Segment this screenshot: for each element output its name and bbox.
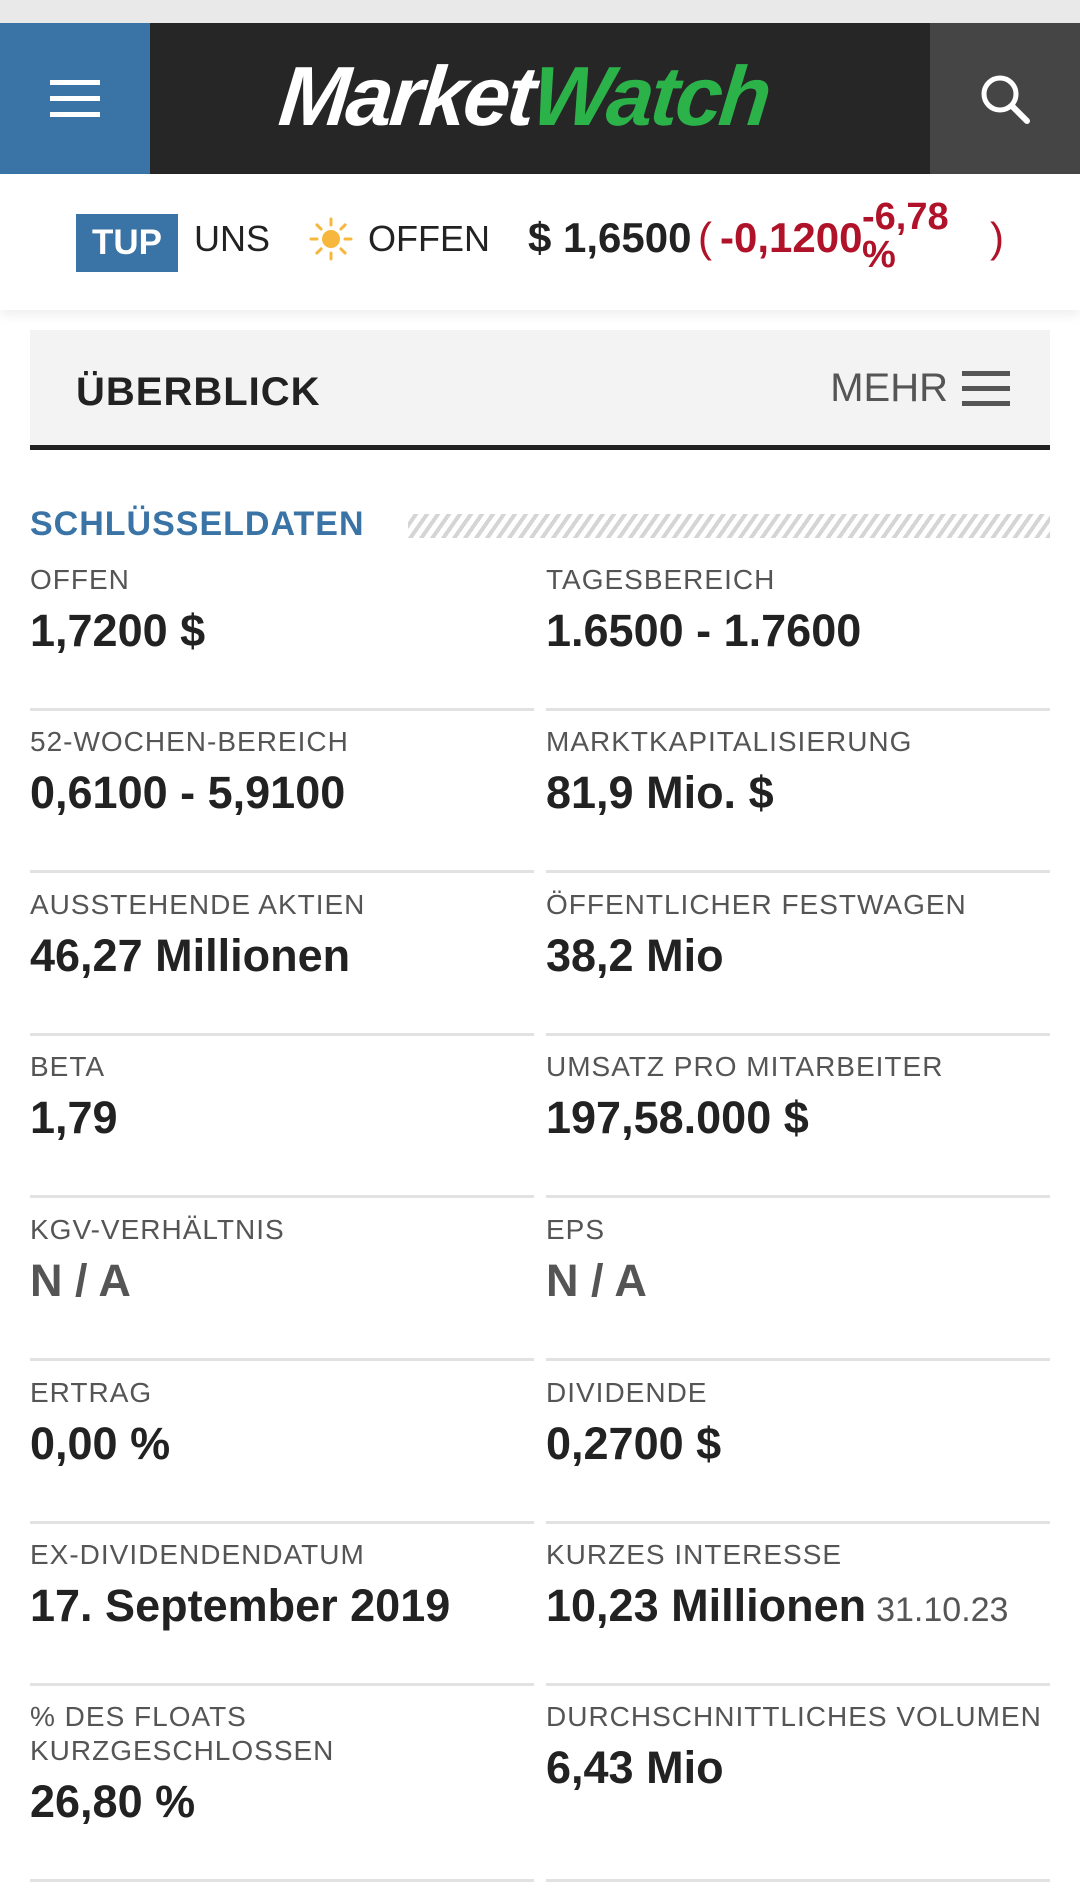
- key-data-header: [30, 505, 1050, 545]
- search-icon: [979, 73, 1031, 125]
- item-label: 52-WOCHEN-BEREICH: [30, 726, 349, 757]
- list-menu-icon: [962, 371, 1010, 407]
- key-data-item: [546, 1538, 1050, 1686]
- key-data-item: [30, 725, 534, 873]
- item-label: DIVIDENDE: [546, 1377, 708, 1408]
- item-label: EX-DIVIDENDENDATUM: [30, 1539, 365, 1570]
- key-data-item: [30, 1538, 534, 1686]
- overview-tabbar: [30, 330, 1050, 450]
- key-data-item: [30, 1700, 534, 1882]
- menu-button[interactable]: [0, 23, 150, 174]
- logo-text-market: Market: [275, 48, 538, 143]
- short-interest-date: 31.10.23: [876, 1591, 1009, 1629]
- item-value: 38,2 Mio: [546, 930, 724, 981]
- item-value: 197,58.000 $: [546, 1092, 809, 1143]
- ticker-change: -0,1200: [720, 214, 863, 261]
- key-data-item: [30, 1213, 534, 1361]
- key-data-item: [546, 1213, 1050, 1361]
- item-value: 46,27 Millionen: [30, 930, 351, 981]
- item-value: 17. September 2019: [30, 1580, 451, 1631]
- item-value: N / A: [30, 1255, 131, 1306]
- item-label: UMSATZ PRO MITARBEITER: [546, 1051, 944, 1082]
- ticker-price: $ 1,6500: [528, 214, 692, 261]
- item-value: 0,6100 - 5,9100: [30, 767, 346, 818]
- key-data-item: [30, 1376, 534, 1524]
- item-label: TAGESBEREICH: [546, 564, 776, 595]
- ticker-exchange: UNS: [194, 218, 271, 259]
- item-value: 81,9 Mio. $: [546, 767, 774, 818]
- ticker-symbol[interactable]: TUP: [76, 214, 178, 272]
- short-interest-value: 10,23 Millionen: [546, 1580, 867, 1631]
- item-value: 1.6500 - 1.7600: [546, 605, 862, 656]
- key-data-item: [30, 888, 534, 1036]
- key-data-item: [546, 1700, 1050, 1882]
- item-label: EPS: [546, 1214, 606, 1245]
- search-button[interactable]: [930, 23, 1080, 174]
- key-data-item: [546, 725, 1050, 873]
- change-paren-close: ): [990, 214, 1004, 261]
- tab-overview[interactable]: ÜBERBLICK: [76, 370, 321, 414]
- item-label: MARKTKAPITALISIERUNG: [546, 726, 913, 757]
- key-data-item: [30, 1050, 534, 1198]
- item-value: 26,80 %: [30, 1776, 196, 1827]
- key-data-item: [30, 563, 534, 711]
- item-label: DURCHSCHNITTLICHES VOLUMEN: [546, 1701, 1042, 1732]
- marketwatch-logo[interactable]: [275, 48, 774, 143]
- item-label: KGV-VERHÄLTNIS: [30, 1214, 285, 1245]
- item-value: 0,2700 $: [546, 1418, 722, 1469]
- item-value: [546, 1578, 1050, 1638]
- key-data-item: [546, 1050, 1050, 1198]
- change-paren-open: (: [698, 214, 712, 261]
- item-label: AUSSTEHENDE AKTIEN: [30, 889, 366, 920]
- item-label: ÖFFENTLICHER FESTWAGEN: [546, 889, 967, 920]
- hamburger-menu-icon: [50, 80, 100, 118]
- logo-text-watch: Watch: [527, 48, 774, 143]
- ticker-change-percent: -6,78 %: [862, 196, 949, 276]
- item-value: 1,7200 $: [30, 605, 206, 656]
- ticker-bar: [0, 174, 1080, 310]
- more-label: MEHR: [830, 366, 948, 410]
- hatch-divider: [408, 514, 1050, 538]
- item-value: N / A: [546, 1255, 647, 1306]
- item-label: % DES FLOATS KURZGESCHLOSSEN: [30, 1701, 335, 1766]
- item-value: 0,00 %: [30, 1418, 171, 1469]
- key-data-item: [546, 888, 1050, 1036]
- more-menu-button[interactable]: [830, 366, 1010, 411]
- item-label: BETA: [30, 1051, 106, 1082]
- site-header: [0, 23, 1080, 174]
- key-data-item: [546, 563, 1050, 711]
- item-value: 1,79: [30, 1092, 118, 1143]
- sun-icon: [308, 216, 354, 262]
- item-value: 6,43 Mio: [546, 1742, 724, 1793]
- item-label: ERTRAG: [30, 1377, 153, 1408]
- status-strip: [0, 0, 1080, 23]
- key-data-item: [546, 1376, 1050, 1524]
- section-title: SCHLÜSSELDATEN: [30, 505, 365, 543]
- item-label: OFFEN: [30, 564, 130, 595]
- item-label: KURZES INTERESSE: [546, 1539, 843, 1570]
- market-status: OFFEN: [368, 218, 490, 259]
